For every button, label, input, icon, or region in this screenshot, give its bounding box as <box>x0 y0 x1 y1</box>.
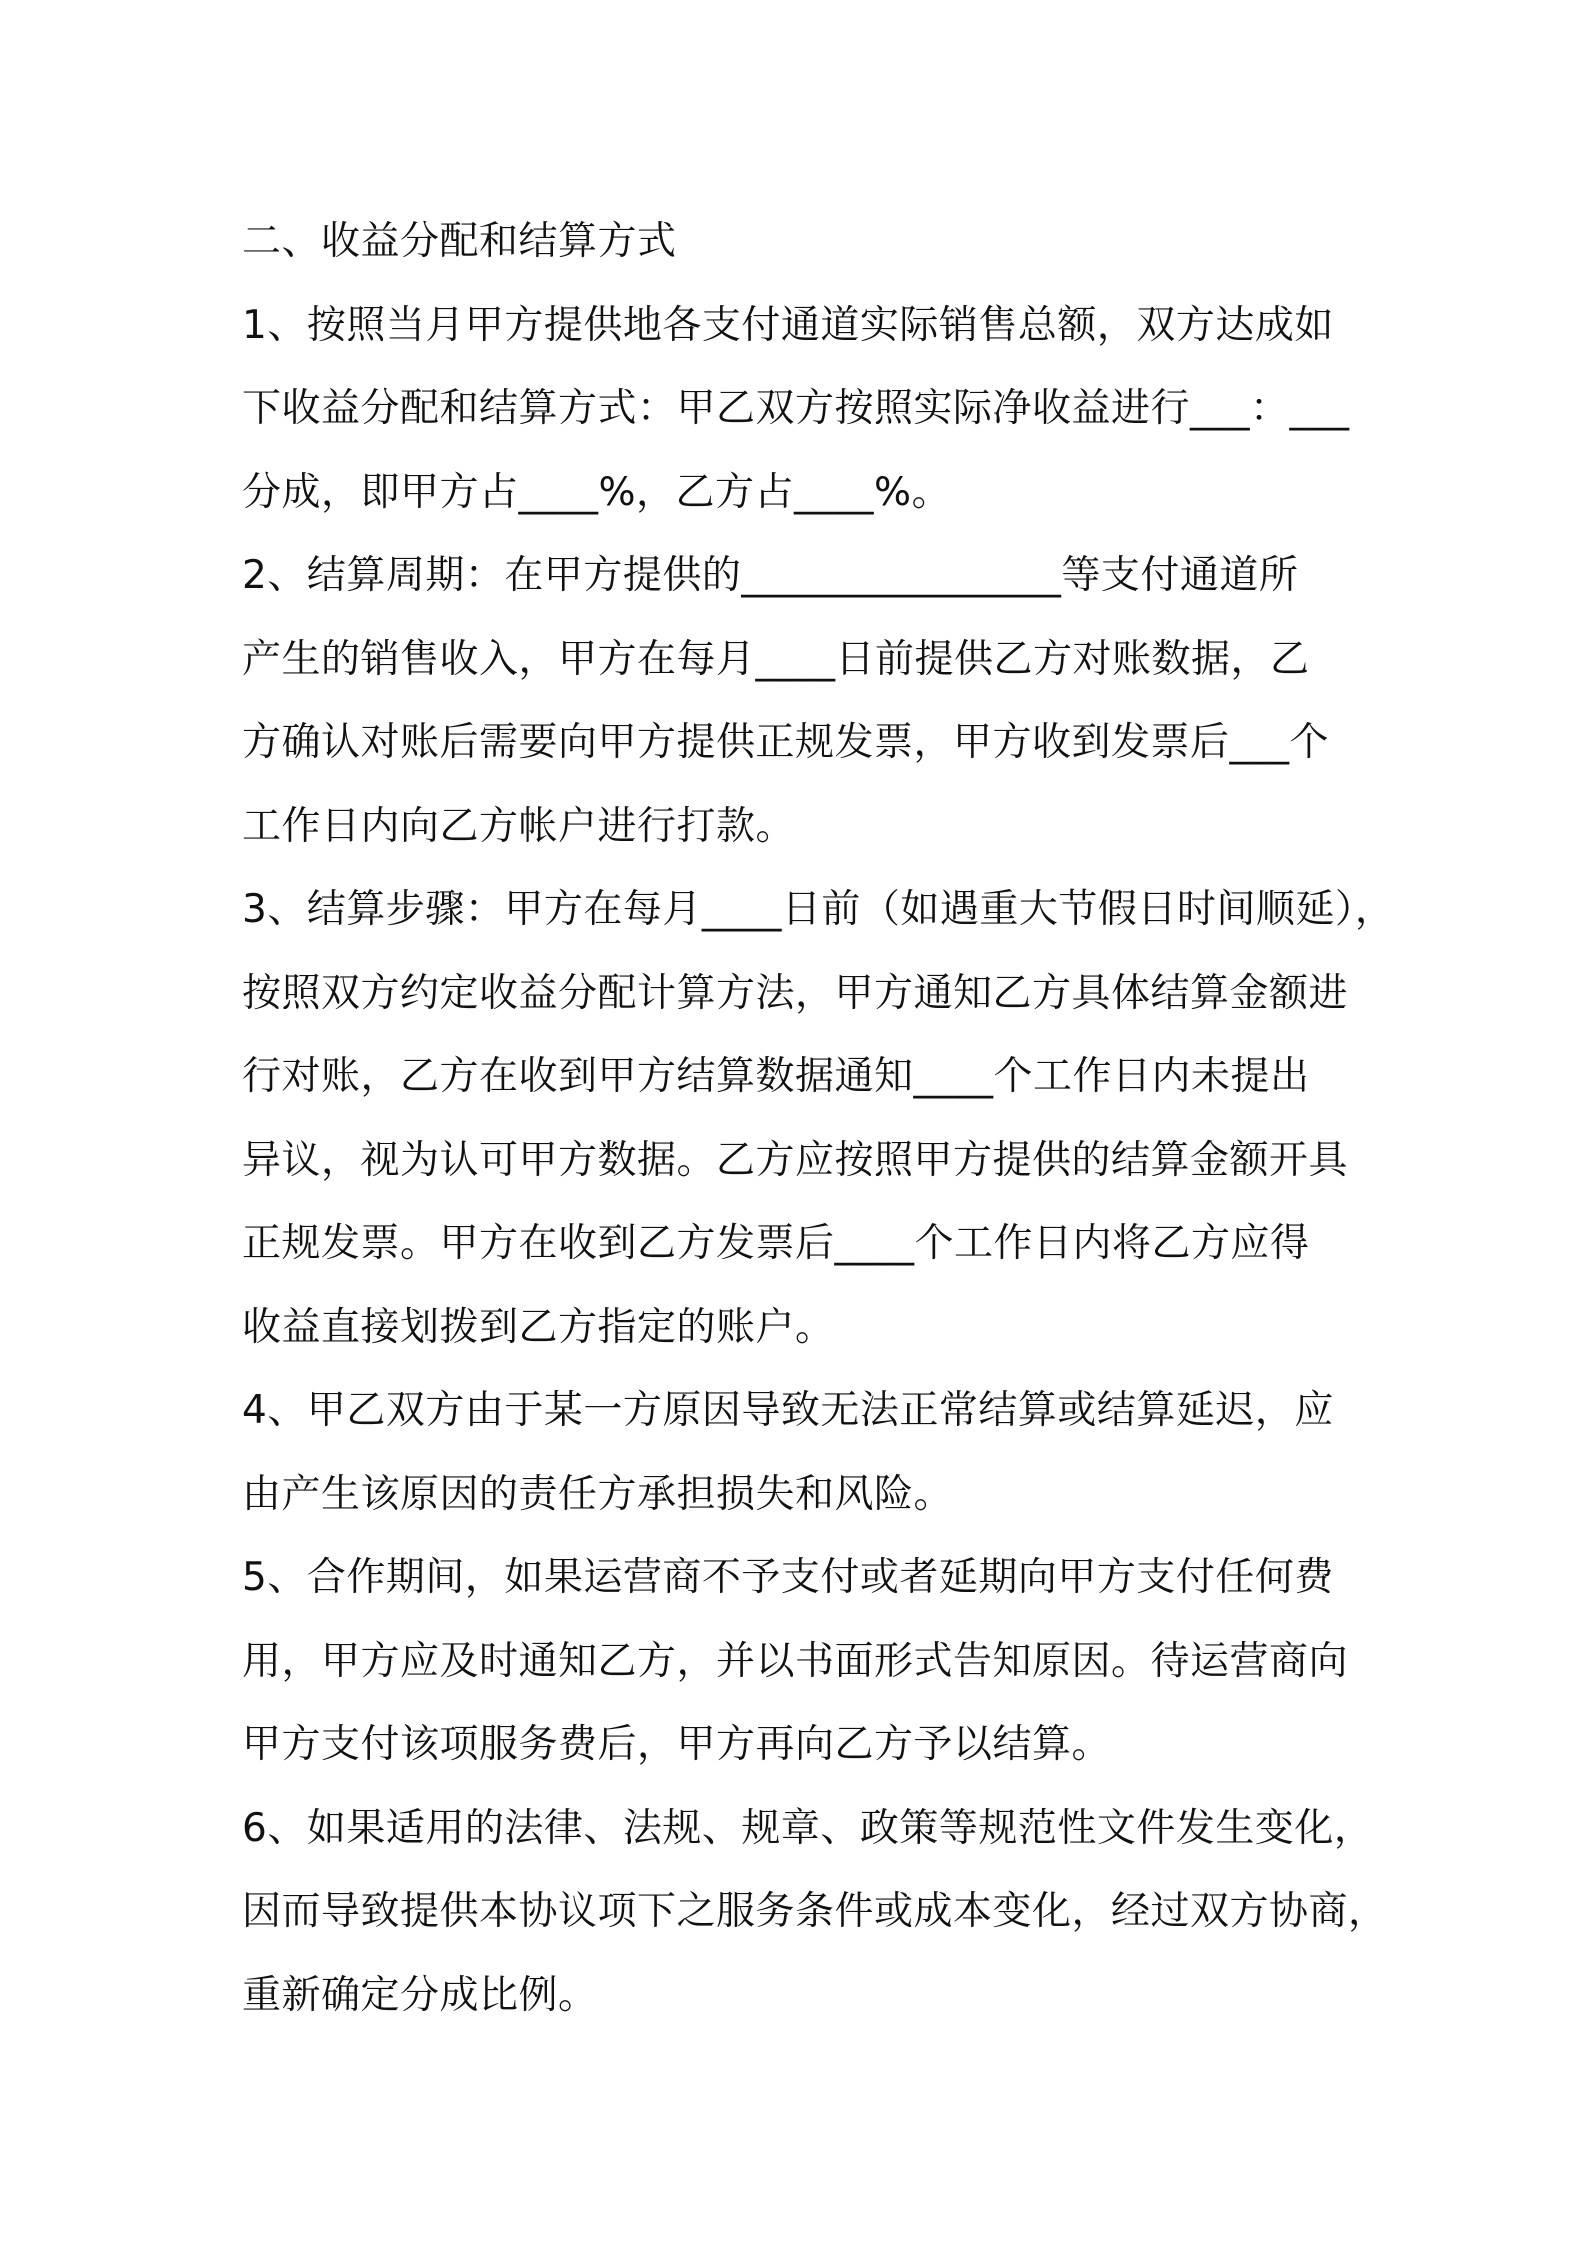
clause-4-line-1: 4、甲乙双方由于某一方原因导致无法正常结算或结算延迟，应 <box>242 1388 1334 1433</box>
clause-3-line-1: 3、结算步骤：甲方在每月____日前（如遇重大节假日时间顺延）， <box>242 887 1395 932</box>
clause-6-line-2: 因而导致提供本协议项下之服务条件或成本变化，经过双方协商， <box>242 1889 1388 1934</box>
clause-3-line-6: 收益直接划拨到乙方指定的账户。 <box>242 1304 835 1350</box>
section-heading: 二、收益分配和结算方式 <box>242 219 677 264</box>
clause-5-line-2: 用，甲方应及时通知乙方，并以书面形式告知原因。待运营商向 <box>242 1638 1349 1684</box>
clause-1-line-1: 1、按照当月甲方提供地各支付通道实际销售总额，双方达成如 <box>242 302 1334 348</box>
clause-3-line-5: 正规发票。甲方在收到乙方发票后____个工作日内将乙方应得 <box>242 1221 1310 1266</box>
clause-2-line-2: 产生的销售收入，甲方在每月____日前提供乙方对账数据，乙 <box>242 636 1310 682</box>
clause-5-line-1: 5、合作期间，如果运营商不予支付或者延期向甲方支付任何费 <box>242 1555 1334 1600</box>
clause-5-line-3: 甲方支付该项服务费后，甲方再向乙方予以结算。 <box>242 1722 1112 1767</box>
clause-1-line-3: 分成，即甲方占____%，乙方占____%。 <box>242 469 952 515</box>
clause-4-line-2: 由产生该原因的责任方承担损失和风险。 <box>242 1471 954 1517</box>
clause-3-line-4: 异议，视为认可甲方数据。乙方应按照甲方提供的结算金额开具 <box>242 1137 1349 1183</box>
document-body <box>242 200 1395 2037</box>
clause-2-line-4: 工作日内向乙方帐户进行打款。 <box>242 803 796 849</box>
clause-2-line-3: 方确认对账后需要向甲方提供正规发票，甲方收到发票后___个 <box>242 720 1330 765</box>
clause-3-line-2: 按照双方约定收益分配计算方法，甲方通知乙方具体结算金额进 <box>242 970 1349 1016</box>
clause-1-line-2: 下收益分配和结算方式：甲乙双方按照实际净收益进行___：___ <box>242 386 1350 431</box>
clause-2-line-1: 2、结算周期：在甲方提供的________________等支付通道所 <box>242 553 1299 598</box>
clause-3-line-3: 行对账，乙方在收到甲方结算数据通知____个工作日内未提出 <box>242 1054 1310 1099</box>
clause-6-line-1: 6、如果适用的法律、法规、规章、政策等规范性文件发生变化， <box>242 1805 1374 1851</box>
clause-6-line-3: 重新确定分成比例。 <box>242 1972 598 2018</box>
